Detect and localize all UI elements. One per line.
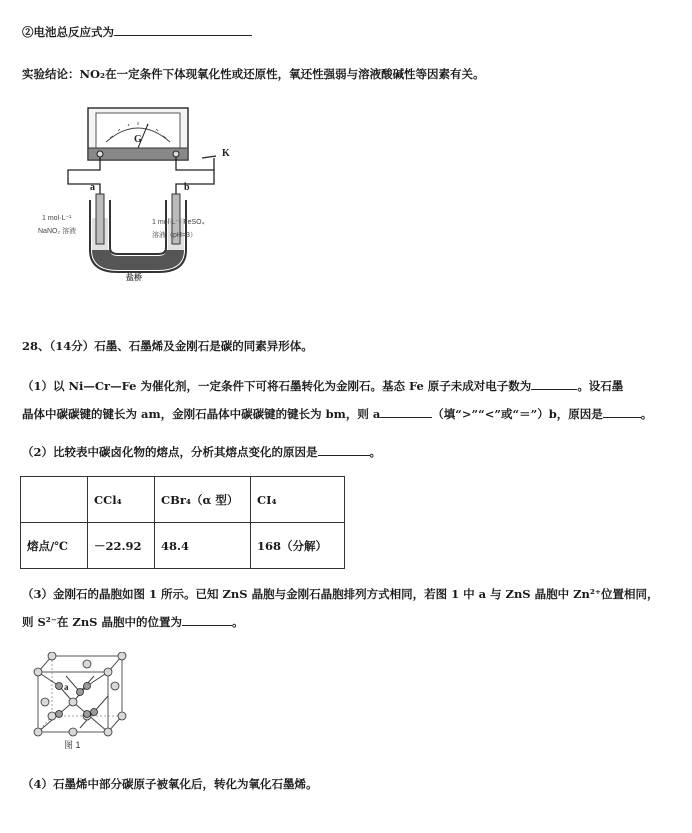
question-2-text-end: 。 bbox=[369, 445, 381, 459]
table-header-cell: CCl₄ bbox=[88, 477, 155, 523]
cell-diagram-svg bbox=[38, 100, 238, 285]
electrode-b-label: b bbox=[184, 182, 190, 193]
table-header-cell bbox=[21, 477, 88, 523]
question-3-line-2 bbox=[22, 614, 243, 630]
answer-blank[interactable] bbox=[182, 615, 232, 626]
question-3-text-b: 则 S²⁻在 ZnS 晶胞中的位置为 bbox=[22, 615, 182, 629]
table-header-cell: CBr₄（α 型） bbox=[155, 477, 251, 523]
answer-blank[interactable] bbox=[114, 25, 252, 36]
question-3-line-1: （3）金刚石的晶胞如图 1 所示。已知 ZnS 晶胞与金刚石晶胞排列方式相同，若图 1 中 a 与 ZnS 晶胞中 Zn²⁺位置相同， bbox=[22, 587, 659, 601]
table-cell: －22.92 bbox=[88, 523, 155, 569]
switch-label: K bbox=[222, 148, 230, 159]
answer-blank[interactable] bbox=[380, 407, 432, 418]
answer-blank[interactable] bbox=[603, 407, 641, 418]
electrochemical-cell-figure bbox=[38, 100, 238, 285]
question-1-text-a-end: 。设石墨 bbox=[577, 379, 624, 393]
left-solution-concentration: 1 mol·L⁻¹ bbox=[42, 215, 72, 222]
answer-blank[interactable] bbox=[531, 379, 577, 390]
right-solution-concentration: 1 mol·L⁻¹ FeSO₄ bbox=[152, 219, 205, 226]
unit-cell-svg bbox=[24, 652, 134, 738]
question-2-line bbox=[22, 444, 381, 460]
left-solution-name: NaNO₂ 溶液 bbox=[38, 228, 77, 235]
question-2-text: （2）比较表中碳卤化物的熔点，分析其熔点变化的原因是 bbox=[22, 445, 318, 459]
electrode-a-label: a bbox=[90, 182, 95, 193]
table-cell: 48.4 bbox=[155, 523, 251, 569]
question-1-text-a: （1）以 Ni—Cr—Fe 为催化剂，一定条件下可将石墨转化为金刚石。基态 Fe 原子未成对电子数为 bbox=[22, 379, 532, 393]
atom-a-label: a bbox=[64, 682, 69, 692]
question-1-text-b: 晶体中碳碳键的键长为 am，金刚石晶体中碳碳键的键长为 bm，则 a bbox=[22, 407, 381, 421]
question-28-title: 28、（14分）石墨、石墨烯及金刚石是碳的同素异形体。 bbox=[22, 339, 313, 353]
table-row-label: 熔点/℃ bbox=[21, 523, 88, 569]
battery-equation-line bbox=[22, 24, 252, 40]
question-3-text-b-end: 。 bbox=[231, 615, 244, 629]
carbon-halide-table bbox=[20, 476, 345, 569]
question-1-text-b-end: 。 bbox=[640, 407, 653, 421]
answer-blank[interactable] bbox=[318, 445, 370, 456]
table-row bbox=[21, 523, 345, 569]
electrode-a bbox=[96, 194, 104, 244]
table-header-cell: CI₄ bbox=[251, 477, 345, 523]
diamond-unit-cell-figure bbox=[24, 652, 134, 752]
question-1-text-b-mid: （填“>”“<”或“＝”）b，原因是 bbox=[432, 407, 603, 421]
question-4-line: （4）石墨烯中部分碳原子被氧化后，转化为氧化石墨烯。 bbox=[22, 777, 318, 791]
galvanometer-label: G bbox=[134, 134, 142, 145]
question-1-line-2 bbox=[22, 406, 652, 422]
experiment-conclusion: 实验结论：NO₂在一定条件下体现氧化性或还原性，氧还性强弱与溶液酸碱性等因素有关。 bbox=[22, 67, 485, 81]
salt-bridge-label: 盐桥 bbox=[126, 273, 142, 282]
battery-equation-text: ②电池总反应式为 bbox=[22, 25, 114, 39]
switch-lever bbox=[202, 156, 216, 158]
right-solution-name: 溶液（pH=3） bbox=[152, 232, 197, 239]
figure-1-caption: 图 1 bbox=[64, 740, 81, 750]
table-header-row bbox=[21, 477, 345, 523]
question-1-line-1 bbox=[22, 378, 623, 394]
table-cell: 168（分解） bbox=[251, 523, 345, 569]
